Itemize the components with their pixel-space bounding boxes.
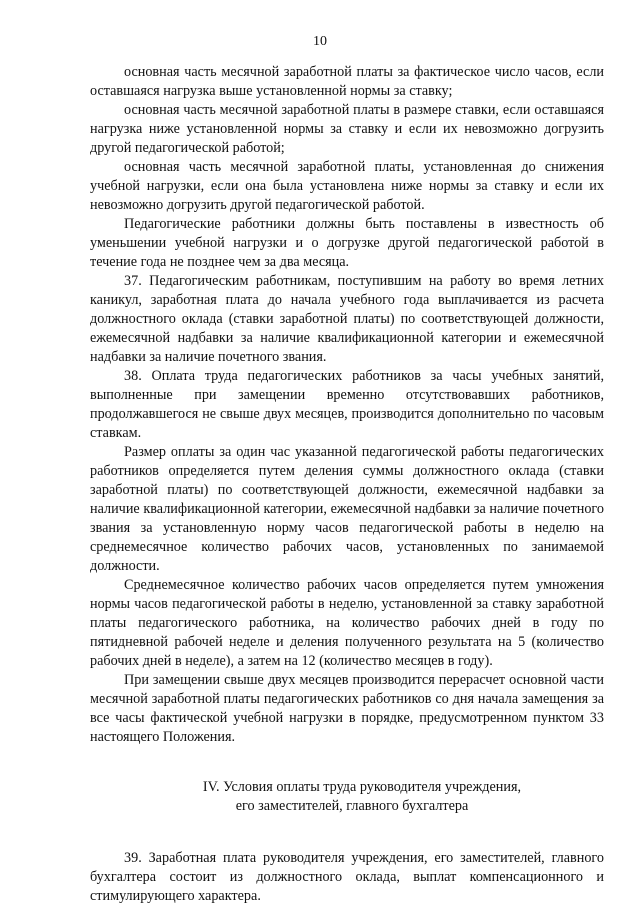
section-heading-line-2: его заместителей, главного бухгалтера (235, 798, 469, 814)
paragraph-item-37: 37. Педагогическим работникам, поступившим на работу во время летних каникул, заработная плата до начала учебного года выплачивается из расчета должностного оклада (ставки заработной платы) по соответствующей должности, ежемесячной надбавки за наличие квалификационной категории и ежемесячной надбавки за наличие почетного звания. (90, 273, 604, 365)
paragraph: Размер оплаты за один час указанной педагогической работы педагогических работников определяется путем деления суммы должностного оклада (ставки заработной платы) по соответствующей должности, ежемесячной надбавки за наличие квалификационной категории, ежемесячной надбавки за наличие почетного звания за установленную норму часов педагогической работы в неделю на среднемесячное количество рабочих часов, установленных по занимаемой должности. (90, 444, 604, 574)
paragraph: При замещении свыше двух месяцев производится перерасчет основной части месячной заработной платы педагогических работников со дня начала замещения за все часы фактической учебной нагрузки в порядке, предусмотренном пунктом 33 настоящего Положения. (90, 672, 604, 745)
paragraph: основная часть месячной заработной платы в размере ставки, если оставшаяся нагрузка ниже установленной нормы за ставку и если их невозможно догрузить другой педагогической работой; (90, 102, 604, 156)
document-body (90, 63, 604, 906)
page-number: 10 (313, 34, 327, 49)
paragraph: Среднемесячное количество рабочих часов определяется путем умножения нормы часов педагогической работы в неделю, установленной за ставку заработной платы педагогического работника, на количество рабочих дней в году по пятидневной рабочей неделе и деления полученного результата на 5 (количество рабочих дней в неделе), а затем на 12 (количество месяцев в году). (90, 577, 604, 669)
paragraph: основная часть месячной заработной платы, установленная до снижения учебной нагрузки, если она была установлена ниже нормы за ставку и если их невозможно догрузить другой педагогической работой. (90, 159, 604, 213)
section-heading-line-1: IV. Условия оплаты труда руководителя учреждения, (202, 779, 522, 795)
paragraph: основная часть месячной заработной платы за фактическое число часов, если оставшаяся нагрузка выше установленной нормы за ставку; (90, 64, 604, 99)
section-heading (90, 778, 604, 816)
paragraph: Педагогические работники должны быть поставлены в известность об уменьшении учебной нагрузки и о догрузке другой педагогической работой в течение года не позднее чем за два месяца. (90, 216, 604, 270)
paragraph-item-39: 39. Заработная плата руководителя учреждения, его заместителей, главного бухгалтера состоит из должностного оклада, выплат компенсационного и стимулирующего характера. (90, 850, 604, 904)
paragraph-item-38: 38. Оплата труда педагогических работников за часы учебных занятий, выполненные при замещении временно отсутствовавших работников, продолжавшегося не свыше двух месяцев, производится дополнительно по часовым ставкам. (90, 368, 604, 441)
